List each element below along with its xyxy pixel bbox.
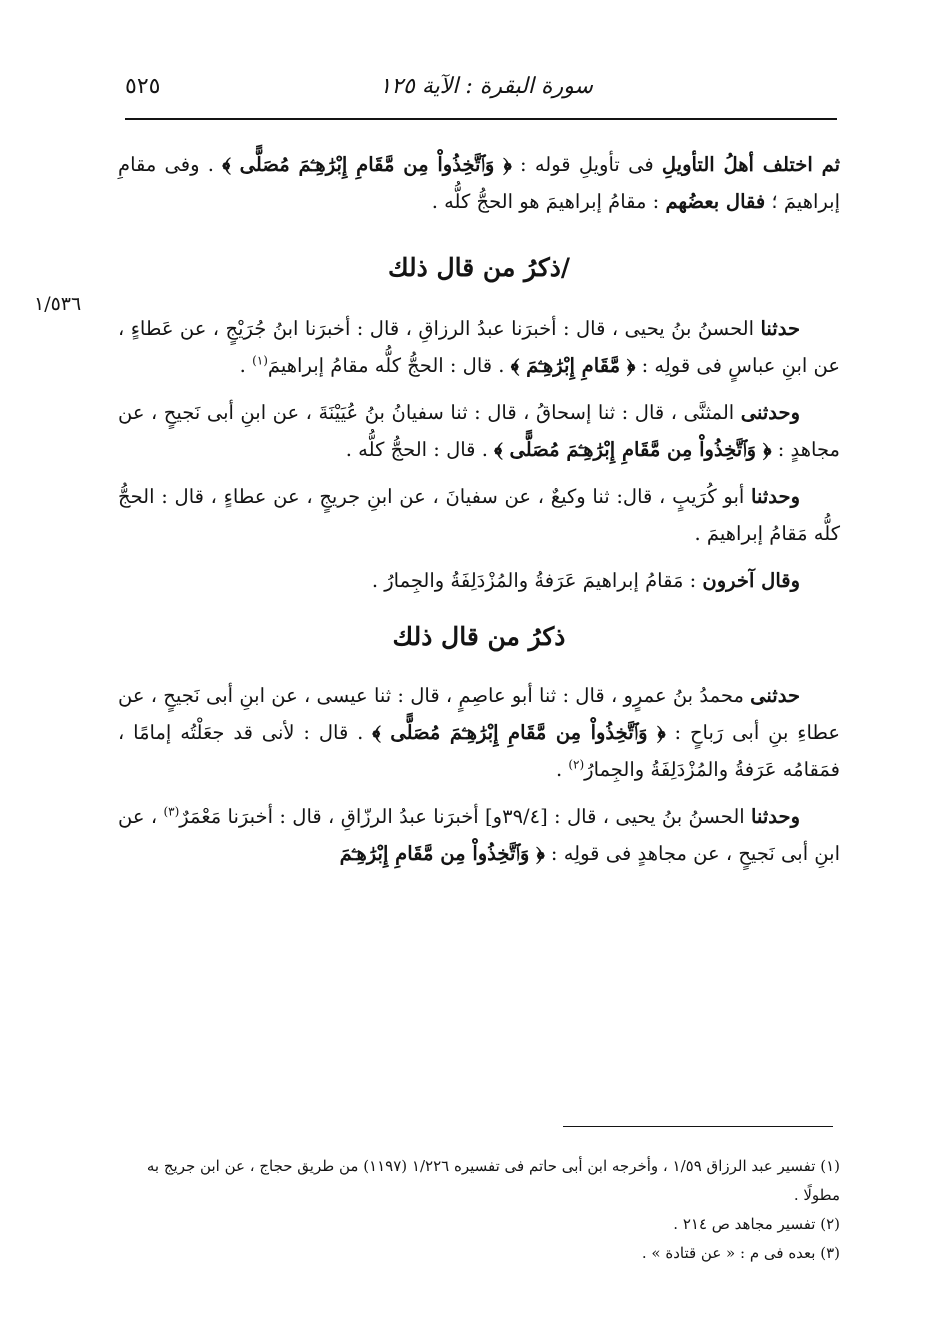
quran-quote: ﴿ وَٱتَّخِذُواْ مِن مَّقَامِ إِبْرَٰهِـۧمَ مُصَلًّى ﴾ [222,153,512,176]
lead-phrase: وقال آخرون [702,569,800,592]
text-run: المثنَّى ، قال : ثنا إسحاقُ ، قال : ثنا سفيانُ بنُ عُيَيْنَةَ ، عن ابنِ أبى نَجيحٍ ، عن مجاهدٍ : [118,401,840,461]
text-run: . [555,758,569,781]
footnote-3: (٣) بعده فى م : « عن قتادة » . [641,1244,840,1262]
main-text [118,146,840,882]
footnote-marker[interactable]: (٢) [568,757,585,772]
running-title: سورة البقرة : الآية ١٢٥ [379,74,593,99]
text-run: . قال : الحجُّ كلُّه مقامُ إبراهيمَ [267,354,511,377]
text-run: : مَقامُ إبراهيمَ عَرَفةُ والمُزْدَلِفَةُ والجِمارُ . [371,569,703,592]
section-heading-1: /ذكرُ من قال ذلك [387,253,571,282]
hadith-paragraph-5 [118,677,840,788]
header-rule [125,118,837,120]
footnote-1: (١) تفسير عبد الرزاق ١/٥٩ ، وأخرجه ابن أبى حاتم فى تفسيره ١/٢٢٦ (١١٩٧) من طريق حجاج ، عن ابن جريج به مطولًا . [146,1157,840,1204]
hadith-paragraph-3 [118,478,840,552]
lead-phrase: وحدثنا [751,485,800,508]
marginal-reference: ١/٥٣٦ [34,293,82,315]
lead-phrase: وحدثنى [740,401,800,424]
hadith-paragraph-4 [118,562,840,599]
hadith-paragraph-1 [118,310,840,384]
quran-quote: ﴿ وَٱتَّخِذُواْ مِن مَّقَامِ إِبْرَٰهِـۧمَ [339,842,545,865]
text-run: الحسنُ بنُ يحيى ، قال : [٣٩/٤و] أخبرَنا عبدُ الرزّاقِ ، قال : أخبرَنا مَعْمَرٌ [179,805,752,828]
hadith-paragraph-2 [118,394,840,468]
text-run: ، عن ابنِ أبى نَجيحٍ ، عن مجاهدٍ فى قولِه : [118,805,840,865]
lead-phrase: حدثنى [750,684,800,707]
footnotes [118,1152,840,1268]
text-run: الحسنُ بنُ يحيى ، قال : أخبرَنا عبدُ الرزاقِ ، قال : أخبرَنا ابنُ جُرَيْجٍ ، عن عَطاءٍ ، عن ابنِ عباسٍ فى قولِه : [118,317,840,377]
text-run: أبو كُرَيبٍ ، قال: ثنا وكيعٌ ، عن سفيانَ ، عن ابنِ جريجٍ ، عن عطاءٍ ، قال : الحجُّ كلُّه مَقامُ إبراهيمَ . [118,485,840,545]
text-run: . قال : لأنى قد جعَلْتُه إمامًا ، فمَقامُه عَرَفةُ والمُزْدَلِفَةُ والجِمارُ [118,721,840,781]
page-number: ٥٢٥ [125,74,161,99]
hadith-paragraph-6 [118,798,840,872]
text-run: : مقامُ إبراهيمَ هو الحجُّ كلُّه . [431,190,666,213]
lead-phrase: ثم اختلف أهلُ التأويلِ [661,153,840,176]
text-run: محمدُ بنُ عمرٍو ، قال : ثنا أبو عاصِمٍ ، قال : ثنا عيسى ، عن ابنِ أبى نَجيحٍ ، عن عطاءِ بنِ أبى رَباحٍ : [118,684,841,744]
text-run: . وفى مقامِ إبراهيمَ ؛ [118,153,840,213]
running-header [125,70,837,110]
footnote-marker[interactable]: (٣) [163,804,180,819]
intro-paragraph [118,146,840,220]
lead-phrase: وحدثنا [751,805,800,828]
footnote-separator [563,1126,833,1127]
text-run: . [239,354,253,377]
quran-quote: ﴿ وَٱتَّخِذُواْ مِن مَّقَامِ إِبْرَٰهِـۧمَ مُصَلًّى ﴾ [494,438,772,461]
text-run: فى تأويلِ قوله : [511,153,662,176]
section-heading-2: ذكرُ من قال ذلك [392,622,566,651]
bold-phrase: فقال بعضُهم [665,190,766,213]
quran-quote: ﴿ وَٱتَّخِذُواْ مِن مَّقَامِ إِبْرَٰهِـۧمَ مُصَلًّى ﴾ [372,721,666,744]
text-run: . قال : الحجُّ كلُّه . [345,438,495,461]
footnote-marker[interactable]: (١) [252,353,268,368]
lead-phrase: حدثنا [760,317,800,340]
footnote-2: (٢) تفسير مجاهد ص ٢١٤ . [673,1215,840,1233]
quran-quote: ﴿ مَّقَامِ إِبْرَٰهِـۧمَ ﴾ [510,354,636,377]
